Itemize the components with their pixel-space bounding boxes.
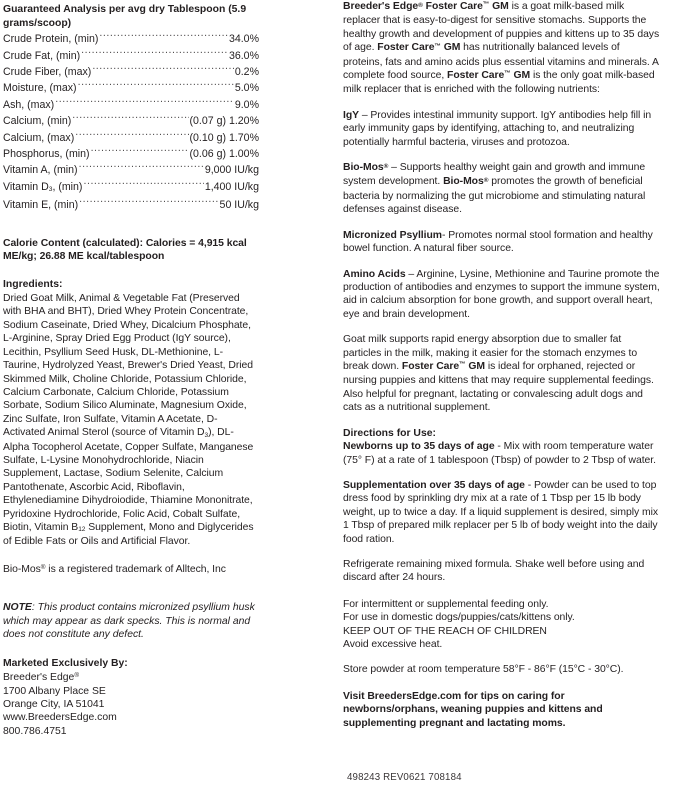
left-column: [3, 0, 259, 738]
guaranteed-analysis-title: Guaranteed Analysis per avg dry Tablespoon (5.9 grams/scoop): [3, 4, 247, 29]
company-name-text: Breeder's Edge: [3, 671, 75, 683]
subscript-3: 3: [204, 431, 209, 439]
registered-trademark-icon: ®: [383, 162, 389, 170]
address-line-2: Orange City, IA 51041: [3, 699, 105, 711]
nutrient-value: 50 IU/kg: [219, 199, 259, 212]
nutrient-name: Bio-Mos: [343, 162, 384, 174]
product-name-text: Foster Care: [425, 1, 483, 12]
warnings-block: [343, 598, 661, 652]
nutrient-name: Crude Fiber, (max): [3, 66, 92, 78]
leader-dots: [83, 179, 203, 190]
intro-segment-1: is a goat milk-based milk replacer that is easy-to-digest for sensitive stomachs. Supports the healthy growth and development of puppies and kittens up to 35 days of age.: [343, 1, 660, 54]
table-row: [3, 130, 259, 146]
warning-line-2: For use in domestic dogs/puppies/cats/kittens only.: [343, 612, 575, 624]
biomos-trademark-text: [3, 563, 259, 577]
product-suffix: GM: [489, 1, 509, 12]
intro-segment-3: is the only goat milk-based milk replacer that is enriched with the following nutrients:: [343, 70, 655, 96]
ingredients-body: [3, 292, 259, 549]
directions-heading: Directions for Use:: [343, 427, 436, 439]
nutrient-value: 34.0%: [228, 33, 259, 46]
guaranteed-analysis-rows: [3, 31, 259, 213]
nutrient-value: (0.07 g) 1.20%: [189, 115, 259, 128]
ingredients-heading: Ingredients:: [3, 279, 63, 291]
company-name: [3, 671, 259, 685]
nutrient-description: - Promotes normal stool formation and healthy bowel function. A natural fiber source.: [343, 229, 653, 255]
product-suffix: GM: [465, 360, 485, 372]
biomos-trademark-rest: is a registered trademark of Alltech, Inc: [45, 563, 226, 575]
product-suffix: GM: [510, 70, 531, 82]
visit-website-callout: Visit BreedersEdge.com for tips on caring for newborns/orphans, weaning puppies and kittens and supplementing pregnant and lactating moms.: [343, 690, 603, 729]
goat-milk-segment-2: is ideal for orphaned, rejected or nursing puppies and kittens that may require supplemental feedings. Also helpful for pregnant, lactating or convalescing adult dogs and cats as a nutritional supplement.: [343, 360, 654, 414]
subscript-12: 12: [78, 526, 86, 534]
ingredients-part-3: Supplement, Mono and Diglycerides of Edible Fats or Oils and Artificial Flavor.: [3, 521, 254, 548]
table-row: [3, 197, 259, 213]
nutrient-biomos-paragraph: [343, 161, 661, 217]
leader-dots: [79, 163, 204, 174]
nutrient-description: – Arginine, Lysine, Methionine and Taurine promote the production of antibodies and enzymes to support the immune system, aid in calcium absorption for bone growth, and support overall heart, eye and brain development.: [343, 268, 660, 320]
nutrient-psyllium-paragraph: [343, 229, 661, 256]
goat-milk-paragraph: [343, 333, 661, 414]
nutrient-description: – Provides intestinal immunity support. IgY antibodies help fill in early immunity gaps by identifying, attaching to, and neutralizing potentially harmful bacteria, viruses and protozoa.: [343, 109, 652, 148]
intro-paragraph: [343, 0, 661, 97]
calorie-content-text: Calorie Content (calculated): Calories = 4,915 kcal ME/kg; 26.88 ME kcal/tablespoon: [3, 237, 247, 263]
leader-dots: [75, 130, 188, 141]
directions-newborns-text: - Mix with room temperature water (75° F) at a rate of 1 tablespoon (Tbsp) of powder to 2 Tbsp of water.: [343, 441, 656, 466]
ingredients-part-2: ), DL-Alpha Tocopherol Acetate, Copper Sulfate, Manganese Sulfate, L-Lysine Monohydrochloride, Niacin Supplement, Lactase, Sodium Selenite, Calcium Pantothenate, Ascorbic Acid, Riboflavin, Ethylenediamine Dihydroiodide, Thiamine Mononitrate, Pyridoxine Hydrochloride, Folic Acid, Cobalt Sulfate, Biotin, Vitamin B: [3, 427, 254, 533]
nutrient-value: 1,400 IU/kg: [204, 180, 259, 193]
nutrient-name-inline: Bio-Mos: [443, 176, 484, 188]
nutrient-name: Calcium, (min): [3, 115, 72, 128]
leader-dots: [92, 64, 234, 75]
website-url[interactable]: www.BreedersEdge.com: [3, 712, 117, 724]
nutrient-value: 0.2%: [234, 66, 259, 78]
leader-dots: [81, 48, 228, 59]
ingredients-section: [3, 278, 259, 548]
directions-supplement-label: Supplementation over 35 days of age: [343, 479, 525, 491]
note-label: NOTE: [3, 602, 32, 614]
product-suffix: GM: [440, 42, 461, 54]
goat-milk-segment-1: Goat milk supports rapid energy absorption due to smaller fat particles in the milk, making it easier for the stomach enzymes to break down.: [343, 334, 638, 372]
nutrient-name: Ash, (max): [3, 98, 55, 111]
leader-dots: [79, 198, 218, 209]
product-note-text: [3, 601, 259, 642]
phone-number[interactable]: 800.786.4751: [3, 725, 67, 737]
product-note-section: [3, 601, 259, 642]
nutrient-name: Phosphorus, (min): [3, 148, 90, 161]
registered-trademark-icon: ®: [40, 564, 46, 572]
leader-dots: [78, 81, 234, 92]
table-row: [3, 146, 259, 162]
nutrient-value: (0.10 g) 1.70%: [189, 131, 259, 144]
biomos-name: Bio-Mos: [3, 563, 41, 575]
directions-supplement-text: - Powder can be used to top dress food by sprinkling dry mix at a rate of 1 Tbsp per 15 lb body weight, up to twice a day. If a liquid supplement is desired, simply mix 1 Tbsp of prepared milk replacer per 5 lb of body weight into the daily food ration.: [343, 479, 658, 545]
marketed-by-section: [3, 657, 259, 738]
nutrient-value: 9,000 IU/kg: [204, 164, 259, 177]
marketed-by-heading: Marketed Exclusively By:: [3, 657, 128, 669]
brand-name: Breeder's Edge: [343, 1, 419, 12]
table-row: [3, 97, 259, 113]
intro-segment-2: has nutritionally balanced levels of proteins, fats and amino acids plus essential vitamins and minerals. A complete food source,: [343, 42, 659, 82]
storage-instructions: Store powder at room temperature 58°F - 86°F (15°C - 30°C).: [343, 664, 624, 676]
nutrient-name: IgY: [343, 109, 360, 121]
note-body: : This product contains micronized psyllium husk which may appear as dark specks. This is normal and does not constitute any defect.: [3, 602, 255, 641]
guaranteed-analysis-section: [3, 3, 259, 214]
nutrient-name: Moisture, (max): [3, 82, 77, 95]
trademark-icon: ™: [504, 70, 511, 78]
product-name-text: Foster Care: [401, 360, 460, 372]
leader-dots: [99, 32, 228, 43]
warning-line-1: For intermittent or supplemental feeding only.: [343, 598, 549, 610]
nutrient-igy-paragraph: [343, 109, 661, 149]
leader-dots: [72, 114, 188, 125]
nutrient-amino-acids-paragraph: [343, 268, 661, 322]
registered-trademark-icon: ®: [74, 672, 80, 680]
revision-code: 498243 REV0621 708184: [347, 772, 462, 783]
address-line-1: 1700 Albany Place SE: [3, 685, 106, 697]
nutrient-value: 36.0%: [228, 49, 259, 62]
leader-dots: [91, 146, 189, 157]
nutrient-description-a: – Supports healthy weight gain and growth and immune system development.: [343, 162, 646, 188]
ingredients-part-1: Dried Goat Milk, Animal & Vegetable Fat (Preserved with BHA and BHT), Dried Whey Protein Concentrate, Sodium Caseinate, Dried Whey, Dicalcium Phosphate, L-Arginine, Spray Dried Egg Product (IgY source), Lecithin, Psyllium Seed Husk, DL-Methionine, L-Taurine, Hydrolyzed Yeast, Brewer's Dried Yeast, Dried Skimmed Milk, Choline Chloride, Potassium Chloride, Calcium Carbonate, Calcium Chloride, Potassium Sorbate, Sodium Silico Aluminate, Magnesium Oxide, Zinc Sulfate, Iron Sulfate, Vitamin A Acetate, D-Activated Animal Sterol (source of Vitamin D: [3, 293, 253, 439]
nutrient-value: 5.0%: [234, 82, 259, 95]
nutrient-value: (0.06 g) 1.00%: [189, 148, 259, 161]
table-row: [3, 113, 259, 129]
nutrient-description-b: promotes the growth of beneficial bacteria by normalizing the gut microbiome and stimulating natural defenses against disease.: [343, 176, 646, 216]
nutrient-name: Vitamin $D_3$, (min): [3, 180, 83, 194]
registered-trademark-icon: ®: [418, 1, 423, 9]
table-row: [3, 179, 259, 197]
table-row: [3, 48, 259, 64]
table-row: [3, 80, 259, 96]
directions-newborns-paragraph: [343, 440, 661, 467]
right-column: [343, 0, 661, 742]
product-name-text: Foster Care: [377, 42, 435, 54]
subscript-3: 3: [48, 186, 53, 194]
nutrient-name: Vitamin A, (min): [3, 164, 78, 177]
nutrient-name: Vitamin E, (min): [3, 199, 79, 212]
nutrient-name: Amino Acids: [343, 268, 406, 280]
leader-dots: [55, 97, 234, 108]
trademark-icon: ™: [459, 361, 466, 369]
refrigerate-note: Refrigerate remaining mixed formula. Shake well before using and discard after 24 hours.: [343, 559, 645, 584]
nutrient-name: Micronized Psyllium: [343, 229, 442, 241]
table-row: [3, 31, 259, 47]
biomos-trademark-note: [3, 563, 259, 577]
warning-keep-out-of-reach: KEEP OUT OF THE REACH OF CHILDREN: [343, 625, 547, 637]
product-name-text: Foster Care: [447, 70, 505, 82]
warning-avoid-heat: Avoid excessive heat.: [343, 639, 443, 651]
trademark-icon: ™: [434, 42, 441, 50]
directions-supplementation-paragraph: [343, 479, 661, 546]
calorie-content-section: [3, 237, 259, 264]
directions-newborns-label: Newborns up to 35 days of age: [343, 441, 495, 453]
trademark-icon: ™: [482, 1, 490, 9]
nutrient-value: 9.0%: [234, 98, 259, 111]
registered-trademark-icon: ®: [483, 177, 489, 185]
table-row: [3, 64, 259, 80]
table-row: [3, 162, 259, 178]
nutrient-name: Crude Protein, (min): [3, 33, 99, 46]
nutrient-name: Crude Fat, (min): [3, 49, 81, 62]
nutrient-name: Calcium, (max): [3, 131, 75, 144]
